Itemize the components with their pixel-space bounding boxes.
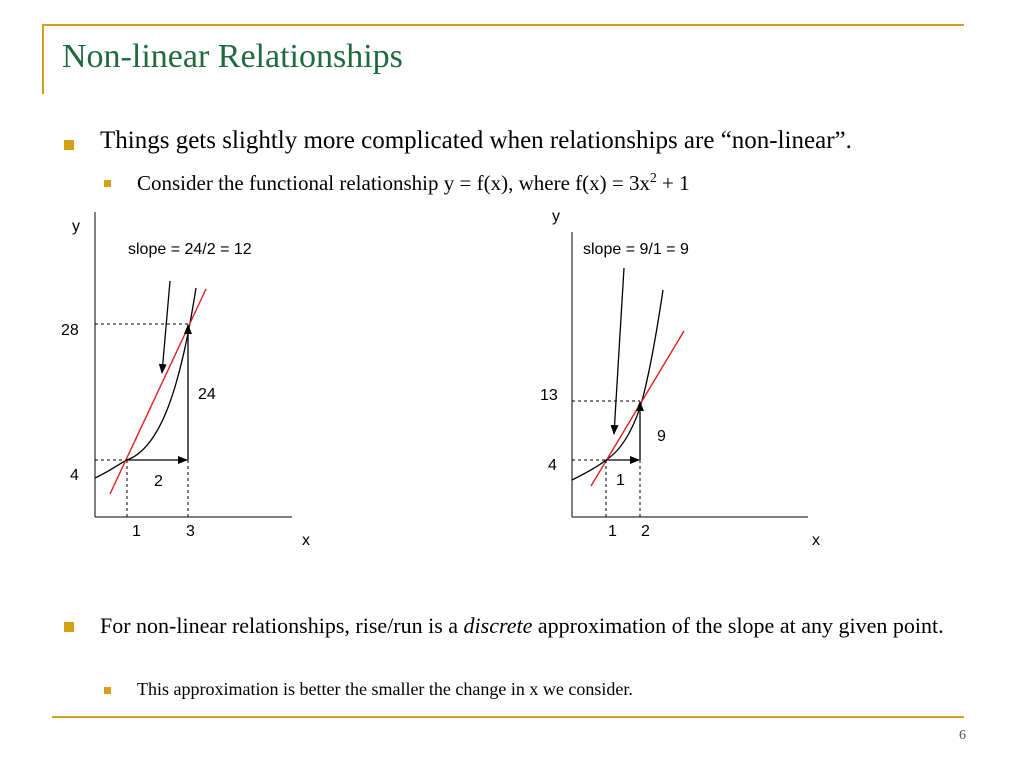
x-tick-label: 1 [132, 523, 141, 540]
bullet-text-4: This approximation is better the smaller the change in x we consider. [137, 679, 633, 699]
bullet-square-icon [104, 687, 111, 694]
chart-left [61, 212, 310, 549]
x-tick-label: 2 [641, 523, 650, 540]
pointer-arrow [162, 281, 170, 373]
slope-label: slope = 24/2 = 12 [128, 241, 252, 258]
run-label: 1 [616, 472, 625, 489]
y-axis-label: y [552, 208, 560, 225]
x-tick-label: 1 [608, 523, 617, 540]
bullet-text-3: For non-linear relationships, rise/run is a discrete approximation of the slope at any given point. [100, 613, 944, 638]
x-axis-label: x [812, 532, 820, 549]
secant-line [110, 289, 206, 494]
pointer-arrow [614, 268, 624, 434]
page-number: 6 [959, 728, 966, 743]
rise-label: 9 [657, 428, 666, 445]
y-tick-label: 13 [540, 387, 558, 404]
slope-label: slope = 9/1 = 9 [583, 241, 689, 258]
secant-line [591, 331, 684, 486]
rise-label: 24 [198, 386, 216, 403]
run-label: 2 [154, 473, 163, 490]
y-axis-label: y [72, 218, 80, 235]
x-tick-label: 3 [186, 523, 195, 540]
y-tick-label: 4 [548, 457, 557, 474]
curve-line [95, 288, 196, 478]
bullet-square-icon [64, 622, 74, 632]
page-title: Non-linear Relationships [62, 38, 403, 75]
y-tick-label: 28 [61, 322, 79, 339]
x-axis-label: x [302, 532, 310, 549]
y-tick-label: 4 [70, 467, 79, 484]
bullet-text-2: Consider the functional relationship y = f(x), where $f(x) = 3x^2 + 1$ [137, 170, 690, 195]
bullet-text-1: Things gets slightly more complicated when relationships are “non-linear”. [100, 127, 852, 154]
chart-right [540, 208, 820, 549]
